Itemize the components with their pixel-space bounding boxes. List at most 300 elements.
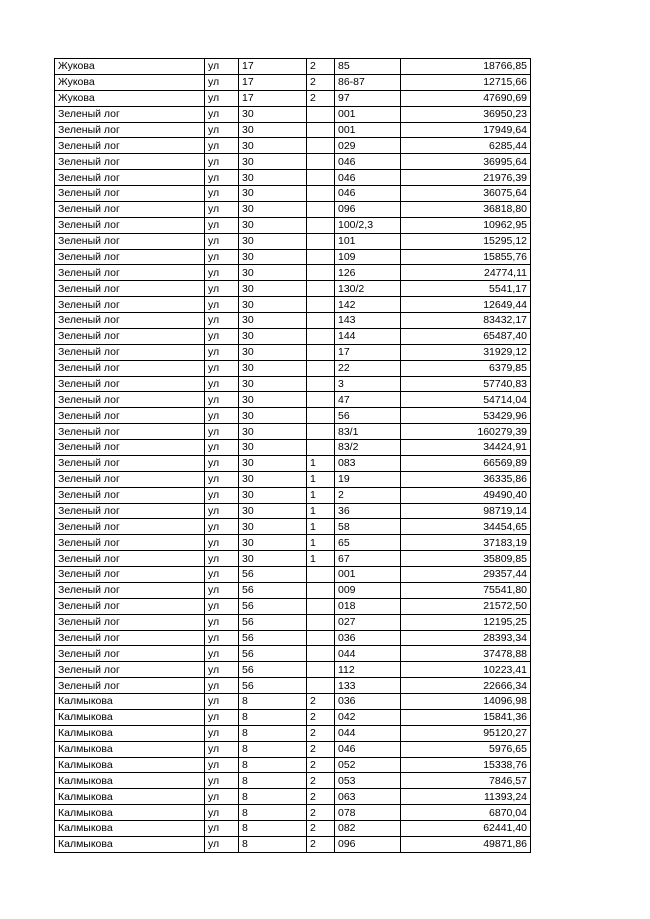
amount-cell: 7846,57 xyxy=(401,773,531,789)
amount-cell: 21572,50 xyxy=(401,598,531,614)
house-number-cell: 30 xyxy=(239,392,307,408)
building-cell: 2 xyxy=(307,757,335,773)
house-number-cell: 56 xyxy=(239,614,307,630)
building-cell xyxy=(307,249,335,265)
building-cell xyxy=(307,614,335,630)
building-cell xyxy=(307,424,335,440)
building-cell xyxy=(307,630,335,646)
street-cell: Зеленый лог xyxy=(55,567,205,583)
apartment-cell: 83/1 xyxy=(335,424,401,440)
amount-cell: 6379,85 xyxy=(401,360,531,376)
apartment-cell: 130/2 xyxy=(335,281,401,297)
house-number-cell: 30 xyxy=(239,408,307,424)
street-cell: Зеленый лог xyxy=(55,170,205,186)
street-cell: Зеленый лог xyxy=(55,138,205,154)
apartment-cell: 001 xyxy=(335,122,401,138)
amount-cell: 10962,95 xyxy=(401,217,531,233)
apartment-cell: 036 xyxy=(335,630,401,646)
street-type-cell: ул xyxy=(205,773,239,789)
document-page xyxy=(54,58,531,853)
street-type-cell: ул xyxy=(205,725,239,741)
debt-table xyxy=(54,58,531,853)
apartment-cell: 009 xyxy=(335,582,401,598)
apartment-cell: 86-87 xyxy=(335,74,401,90)
street-cell: Калмыкова xyxy=(55,694,205,710)
house-number-cell: 30 xyxy=(239,297,307,313)
street-type-cell: ул xyxy=(205,281,239,297)
street-type-cell: ул xyxy=(205,328,239,344)
street-type-cell: ул xyxy=(205,741,239,757)
street-cell: Зеленый лог xyxy=(55,551,205,567)
building-cell xyxy=(307,360,335,376)
table-row xyxy=(55,154,531,170)
table-row xyxy=(55,186,531,202)
apartment-cell: 143 xyxy=(335,313,401,329)
amount-cell: 17949,64 xyxy=(401,122,531,138)
apartment-cell: 83/2 xyxy=(335,440,401,456)
street-type-cell: ул xyxy=(205,805,239,821)
house-number-cell: 8 xyxy=(239,725,307,741)
building-cell xyxy=(307,106,335,122)
street-cell: Калмыкова xyxy=(55,741,205,757)
street-type-cell: ул xyxy=(205,598,239,614)
house-number-cell: 56 xyxy=(239,678,307,694)
amount-cell: 36818,80 xyxy=(401,201,531,217)
house-number-cell: 30 xyxy=(239,455,307,471)
street-type-cell: ул xyxy=(205,455,239,471)
table-row xyxy=(55,360,531,376)
building-cell: 2 xyxy=(307,805,335,821)
street-cell: Зеленый лог xyxy=(55,328,205,344)
amount-cell: 24774,11 xyxy=(401,265,531,281)
street-type-cell: ул xyxy=(205,551,239,567)
table-row xyxy=(55,313,531,329)
house-number-cell: 30 xyxy=(239,265,307,281)
apartment-cell: 096 xyxy=(335,201,401,217)
building-cell: 1 xyxy=(307,471,335,487)
amount-cell: 6870,04 xyxy=(401,805,531,821)
amount-cell: 22666,34 xyxy=(401,678,531,694)
street-cell: Зеленый лог xyxy=(55,424,205,440)
street-type-cell: ул xyxy=(205,535,239,551)
street-cell: Зеленый лог xyxy=(55,344,205,360)
table-row xyxy=(55,662,531,678)
building-cell: 2 xyxy=(307,90,335,106)
table-row xyxy=(55,265,531,281)
street-type-cell: ул xyxy=(205,424,239,440)
street-cell: Калмыкова xyxy=(55,757,205,773)
amount-cell: 53429,96 xyxy=(401,408,531,424)
table-row xyxy=(55,582,531,598)
house-number-cell: 30 xyxy=(239,122,307,138)
table-row xyxy=(55,789,531,805)
apartment-cell: 142 xyxy=(335,297,401,313)
table-row xyxy=(55,297,531,313)
house-number-cell: 8 xyxy=(239,694,307,710)
amount-cell: 37478,88 xyxy=(401,646,531,662)
house-number-cell: 17 xyxy=(239,90,307,106)
amount-cell: 65487,40 xyxy=(401,328,531,344)
apartment-cell: 65 xyxy=(335,535,401,551)
building-cell: 2 xyxy=(307,821,335,837)
apartment-cell: 126 xyxy=(335,265,401,281)
street-type-cell: ул xyxy=(205,821,239,837)
house-number-cell: 30 xyxy=(239,201,307,217)
house-number-cell: 30 xyxy=(239,487,307,503)
house-number-cell: 17 xyxy=(239,74,307,90)
street-type-cell: ул xyxy=(205,440,239,456)
amount-cell: 95120,27 xyxy=(401,725,531,741)
street-type-cell: ул xyxy=(205,344,239,360)
street-cell: Зеленый лог xyxy=(55,503,205,519)
table-row xyxy=(55,249,531,265)
street-type-cell: ул xyxy=(205,662,239,678)
street-type-cell: ул xyxy=(205,74,239,90)
house-number-cell: 30 xyxy=(239,328,307,344)
street-cell: Зеленый лог xyxy=(55,487,205,503)
apartment-cell: 36 xyxy=(335,503,401,519)
apartment-cell: 17 xyxy=(335,344,401,360)
street-cell: Зеленый лог xyxy=(55,233,205,249)
building-cell: 1 xyxy=(307,455,335,471)
amount-cell: 15855,76 xyxy=(401,249,531,265)
building-cell xyxy=(307,265,335,281)
street-type-cell: ул xyxy=(205,170,239,186)
table-row xyxy=(55,455,531,471)
table-row xyxy=(55,519,531,535)
street-type-cell: ул xyxy=(205,614,239,630)
street-cell: Зеленый лог xyxy=(55,646,205,662)
house-number-cell: 30 xyxy=(239,233,307,249)
street-cell: Калмыкова xyxy=(55,789,205,805)
street-type-cell: ул xyxy=(205,694,239,710)
street-type-cell: ул xyxy=(205,471,239,487)
apartment-cell: 19 xyxy=(335,471,401,487)
table-body xyxy=(55,59,531,853)
amount-cell: 37183,19 xyxy=(401,535,531,551)
table-row xyxy=(55,821,531,837)
building-cell: 1 xyxy=(307,487,335,503)
table-row xyxy=(55,630,531,646)
house-number-cell: 56 xyxy=(239,630,307,646)
building-cell xyxy=(307,582,335,598)
apartment-cell: 56 xyxy=(335,408,401,424)
building-cell xyxy=(307,662,335,678)
street-type-cell: ул xyxy=(205,487,239,503)
house-number-cell: 8 xyxy=(239,773,307,789)
street-type-cell: ул xyxy=(205,709,239,725)
building-cell xyxy=(307,598,335,614)
amount-cell: 36995,64 xyxy=(401,154,531,170)
street-cell: Жукова xyxy=(55,74,205,90)
building-cell: 2 xyxy=(307,74,335,90)
table-row xyxy=(55,678,531,694)
table-row xyxy=(55,598,531,614)
table-row xyxy=(55,281,531,297)
table-row xyxy=(55,567,531,583)
street-type-cell: ул xyxy=(205,789,239,805)
amount-cell: 21976,39 xyxy=(401,170,531,186)
apartment-cell: 100/2,3 xyxy=(335,217,401,233)
street-cell: Зеленый лог xyxy=(55,519,205,535)
street-cell: Калмыкова xyxy=(55,836,205,852)
street-cell: Калмыкова xyxy=(55,709,205,725)
street-type-cell: ул xyxy=(205,122,239,138)
house-number-cell: 30 xyxy=(239,313,307,329)
street-cell: Зеленый лог xyxy=(55,662,205,678)
street-cell: Зеленый лог xyxy=(55,265,205,281)
table-row xyxy=(55,217,531,233)
house-number-cell: 8 xyxy=(239,709,307,725)
amount-cell: 10223,41 xyxy=(401,662,531,678)
building-cell xyxy=(307,233,335,249)
amount-cell: 36950,23 xyxy=(401,106,531,122)
building-cell: 2 xyxy=(307,709,335,725)
table-row xyxy=(55,551,531,567)
street-cell: Зеленый лог xyxy=(55,106,205,122)
table-row xyxy=(55,646,531,662)
street-type-cell: ул xyxy=(205,503,239,519)
apartment-cell: 036 xyxy=(335,694,401,710)
street-cell: Калмыкова xyxy=(55,725,205,741)
building-cell xyxy=(307,440,335,456)
house-number-cell: 30 xyxy=(239,281,307,297)
building-cell xyxy=(307,678,335,694)
amount-cell: 29357,44 xyxy=(401,567,531,583)
table-row xyxy=(55,805,531,821)
amount-cell: 57740,83 xyxy=(401,376,531,392)
house-number-cell: 30 xyxy=(239,344,307,360)
house-number-cell: 8 xyxy=(239,821,307,837)
house-number-cell: 30 xyxy=(239,154,307,170)
house-number-cell: 30 xyxy=(239,519,307,535)
street-type-cell: ул xyxy=(205,201,239,217)
street-cell: Зеленый лог xyxy=(55,614,205,630)
table-row xyxy=(55,376,531,392)
table-row xyxy=(55,440,531,456)
apartment-cell: 052 xyxy=(335,757,401,773)
apartment-cell: 2 xyxy=(335,487,401,503)
street-type-cell: ул xyxy=(205,106,239,122)
street-cell: Зеленый лог xyxy=(55,122,205,138)
table-row xyxy=(55,122,531,138)
amount-cell: 36075,64 xyxy=(401,186,531,202)
building-cell xyxy=(307,567,335,583)
apartment-cell: 109 xyxy=(335,249,401,265)
street-cell: Зеленый лог xyxy=(55,281,205,297)
table-row xyxy=(55,328,531,344)
table-row xyxy=(55,725,531,741)
building-cell xyxy=(307,408,335,424)
apartment-cell: 096 xyxy=(335,836,401,852)
house-number-cell: 30 xyxy=(239,360,307,376)
street-cell: Зеленый лог xyxy=(55,582,205,598)
street-type-cell: ул xyxy=(205,59,239,75)
amount-cell: 28393,34 xyxy=(401,630,531,646)
house-number-cell: 56 xyxy=(239,646,307,662)
table-row xyxy=(55,170,531,186)
apartment-cell: 58 xyxy=(335,519,401,535)
street-cell: Зеленый лог xyxy=(55,186,205,202)
table-row xyxy=(55,90,531,106)
table-row xyxy=(55,836,531,852)
amount-cell: 62441,40 xyxy=(401,821,531,837)
table-row xyxy=(55,487,531,503)
apartment-cell: 112 xyxy=(335,662,401,678)
amount-cell: 12195,25 xyxy=(401,614,531,630)
apartment-cell: 046 xyxy=(335,186,401,202)
amount-cell: 15841,36 xyxy=(401,709,531,725)
street-type-cell: ул xyxy=(205,154,239,170)
street-type-cell: ул xyxy=(205,265,239,281)
amount-cell: 34454,65 xyxy=(401,519,531,535)
table-row xyxy=(55,392,531,408)
street-cell: Калмыкова xyxy=(55,805,205,821)
house-number-cell: 30 xyxy=(239,186,307,202)
building-cell xyxy=(307,154,335,170)
street-cell: Калмыкова xyxy=(55,773,205,789)
table-row xyxy=(55,344,531,360)
table-row xyxy=(55,408,531,424)
house-number-cell: 30 xyxy=(239,551,307,567)
building-cell xyxy=(307,344,335,360)
apartment-cell: 042 xyxy=(335,709,401,725)
apartment-cell: 046 xyxy=(335,170,401,186)
building-cell: 2 xyxy=(307,725,335,741)
house-number-cell: 30 xyxy=(239,376,307,392)
amount-cell: 54714,04 xyxy=(401,392,531,408)
table-row xyxy=(55,709,531,725)
table-row xyxy=(55,614,531,630)
street-type-cell: ул xyxy=(205,757,239,773)
table-row xyxy=(55,741,531,757)
street-cell: Зеленый лог xyxy=(55,313,205,329)
street-cell: Зеленый лог xyxy=(55,249,205,265)
street-type-cell: ул xyxy=(205,249,239,265)
street-type-cell: ул xyxy=(205,678,239,694)
apartment-cell: 063 xyxy=(335,789,401,805)
apartment-cell: 046 xyxy=(335,154,401,170)
house-number-cell: 30 xyxy=(239,217,307,233)
building-cell xyxy=(307,392,335,408)
building-cell xyxy=(307,313,335,329)
building-cell xyxy=(307,122,335,138)
amount-cell: 5976,65 xyxy=(401,741,531,757)
street-type-cell: ул xyxy=(205,646,239,662)
table-row xyxy=(55,59,531,75)
amount-cell: 35809,85 xyxy=(401,551,531,567)
street-cell: Зеленый лог xyxy=(55,201,205,217)
apartment-cell: 133 xyxy=(335,678,401,694)
street-type-cell: ул xyxy=(205,90,239,106)
street-type-cell: ул xyxy=(205,630,239,646)
amount-cell: 98719,14 xyxy=(401,503,531,519)
apartment-cell: 22 xyxy=(335,360,401,376)
amount-cell: 49490,40 xyxy=(401,487,531,503)
amount-cell: 12715,66 xyxy=(401,74,531,90)
building-cell xyxy=(307,281,335,297)
amount-cell: 6285,44 xyxy=(401,138,531,154)
table-row xyxy=(55,201,531,217)
house-number-cell: 8 xyxy=(239,789,307,805)
amount-cell: 49871,86 xyxy=(401,836,531,852)
building-cell: 2 xyxy=(307,773,335,789)
house-number-cell: 56 xyxy=(239,582,307,598)
amount-cell: 75541,80 xyxy=(401,582,531,598)
amount-cell: 83432,17 xyxy=(401,313,531,329)
house-number-cell: 30 xyxy=(239,138,307,154)
apartment-cell: 018 xyxy=(335,598,401,614)
street-cell: Зеленый лог xyxy=(55,217,205,233)
street-cell: Зеленый лог xyxy=(55,360,205,376)
amount-cell: 18766,85 xyxy=(401,59,531,75)
building-cell: 1 xyxy=(307,503,335,519)
street-cell: Зеленый лог xyxy=(55,376,205,392)
house-number-cell: 17 xyxy=(239,59,307,75)
street-cell: Зеленый лог xyxy=(55,154,205,170)
table-row xyxy=(55,471,531,487)
amount-cell: 47690,69 xyxy=(401,90,531,106)
street-type-cell: ул xyxy=(205,582,239,598)
house-number-cell: 30 xyxy=(239,503,307,519)
street-type-cell: ул xyxy=(205,313,239,329)
amount-cell: 66569,89 xyxy=(401,455,531,471)
street-type-cell: ул xyxy=(205,297,239,313)
street-cell: Зеленый лог xyxy=(55,392,205,408)
building-cell xyxy=(307,646,335,662)
apartment-cell: 078 xyxy=(335,805,401,821)
street-cell: Зеленый лог xyxy=(55,598,205,614)
street-cell: Жукова xyxy=(55,90,205,106)
amount-cell: 36335,86 xyxy=(401,471,531,487)
amount-cell: 34424,91 xyxy=(401,440,531,456)
amount-cell: 160279,39 xyxy=(401,424,531,440)
house-number-cell: 56 xyxy=(239,598,307,614)
street-type-cell: ул xyxy=(205,519,239,535)
house-number-cell: 30 xyxy=(239,106,307,122)
street-type-cell: ул xyxy=(205,217,239,233)
amount-cell: 5541,17 xyxy=(401,281,531,297)
house-number-cell: 56 xyxy=(239,567,307,583)
apartment-cell: 083 xyxy=(335,455,401,471)
street-type-cell: ул xyxy=(205,408,239,424)
table-row xyxy=(55,503,531,519)
building-cell xyxy=(307,297,335,313)
apartment-cell: 47 xyxy=(335,392,401,408)
amount-cell: 14096,98 xyxy=(401,694,531,710)
house-number-cell: 30 xyxy=(239,440,307,456)
street-type-cell: ул xyxy=(205,360,239,376)
street-cell: Зеленый лог xyxy=(55,297,205,313)
building-cell: 2 xyxy=(307,694,335,710)
street-cell: Зеленый лог xyxy=(55,455,205,471)
building-cell: 2 xyxy=(307,836,335,852)
table-row xyxy=(55,424,531,440)
street-type-cell: ул xyxy=(205,186,239,202)
table-row xyxy=(55,233,531,249)
street-type-cell: ул xyxy=(205,567,239,583)
table-row xyxy=(55,694,531,710)
apartment-cell: 027 xyxy=(335,614,401,630)
building-cell xyxy=(307,201,335,217)
house-number-cell: 8 xyxy=(239,836,307,852)
street-cell: Зеленый лог xyxy=(55,408,205,424)
table-row xyxy=(55,138,531,154)
apartment-cell: 97 xyxy=(335,90,401,106)
table-row xyxy=(55,535,531,551)
apartment-cell: 044 xyxy=(335,646,401,662)
street-cell: Зеленый лог xyxy=(55,678,205,694)
